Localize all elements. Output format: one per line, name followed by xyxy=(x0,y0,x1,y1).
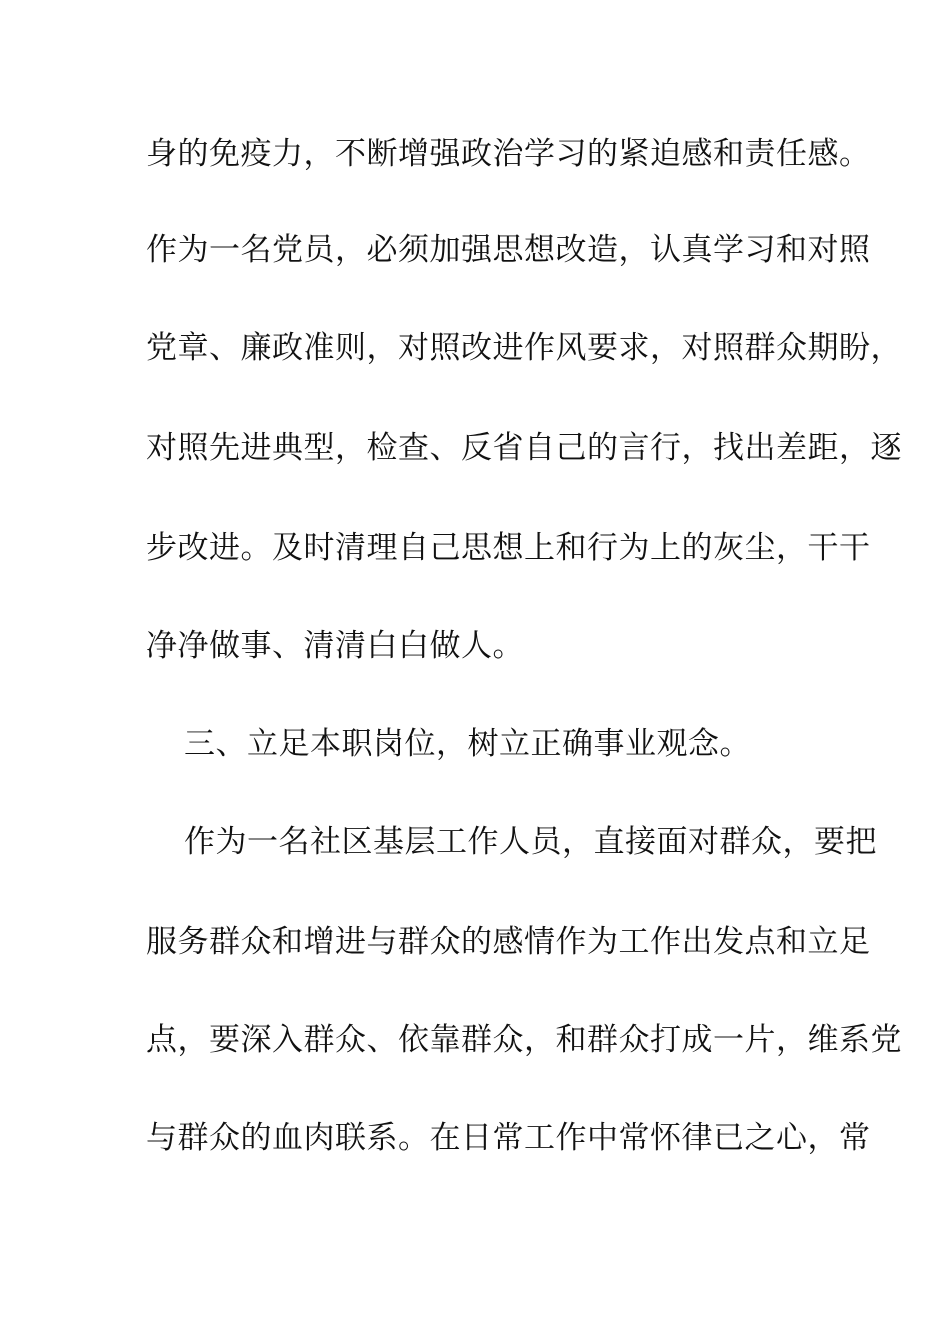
paragraph-line: 身的免疫力，不断增强政治学习的紧迫感和责任感。 xyxy=(146,136,871,172)
paragraph-line: 步改进。及时清理自己思想上和行为上的灰尘，干干 xyxy=(146,530,871,566)
paragraph-line: 点，要深入群众、依靠群众，和群众打成一片，维系党 xyxy=(146,1022,902,1058)
paragraph-line: 与群众的血肉联系。在日常工作中常怀律已之心，常 xyxy=(146,1120,871,1156)
paragraph-line: 对照先进典型，检查、反省自己的言行，找出差距，逐 xyxy=(146,430,902,466)
paragraph-line: 作为一名党员，必须加强思想改造，认真学习和对照 xyxy=(146,232,871,268)
paragraph-line: 作为一名社区基层工作人员，直接面对群众，要把 xyxy=(184,824,877,860)
section-heading: 三、立足本职岗位，树立正确事业观念。 xyxy=(184,726,751,762)
paragraph-line: 服务群众和增进与群众的感情作为工作出发点和立足 xyxy=(146,924,871,960)
paragraph-line: 党章、廉政准则，对照改进作风要求，对照群众期盼， xyxy=(146,330,902,366)
paragraph-line: 净净做事、清清白白做人。 xyxy=(146,628,524,664)
